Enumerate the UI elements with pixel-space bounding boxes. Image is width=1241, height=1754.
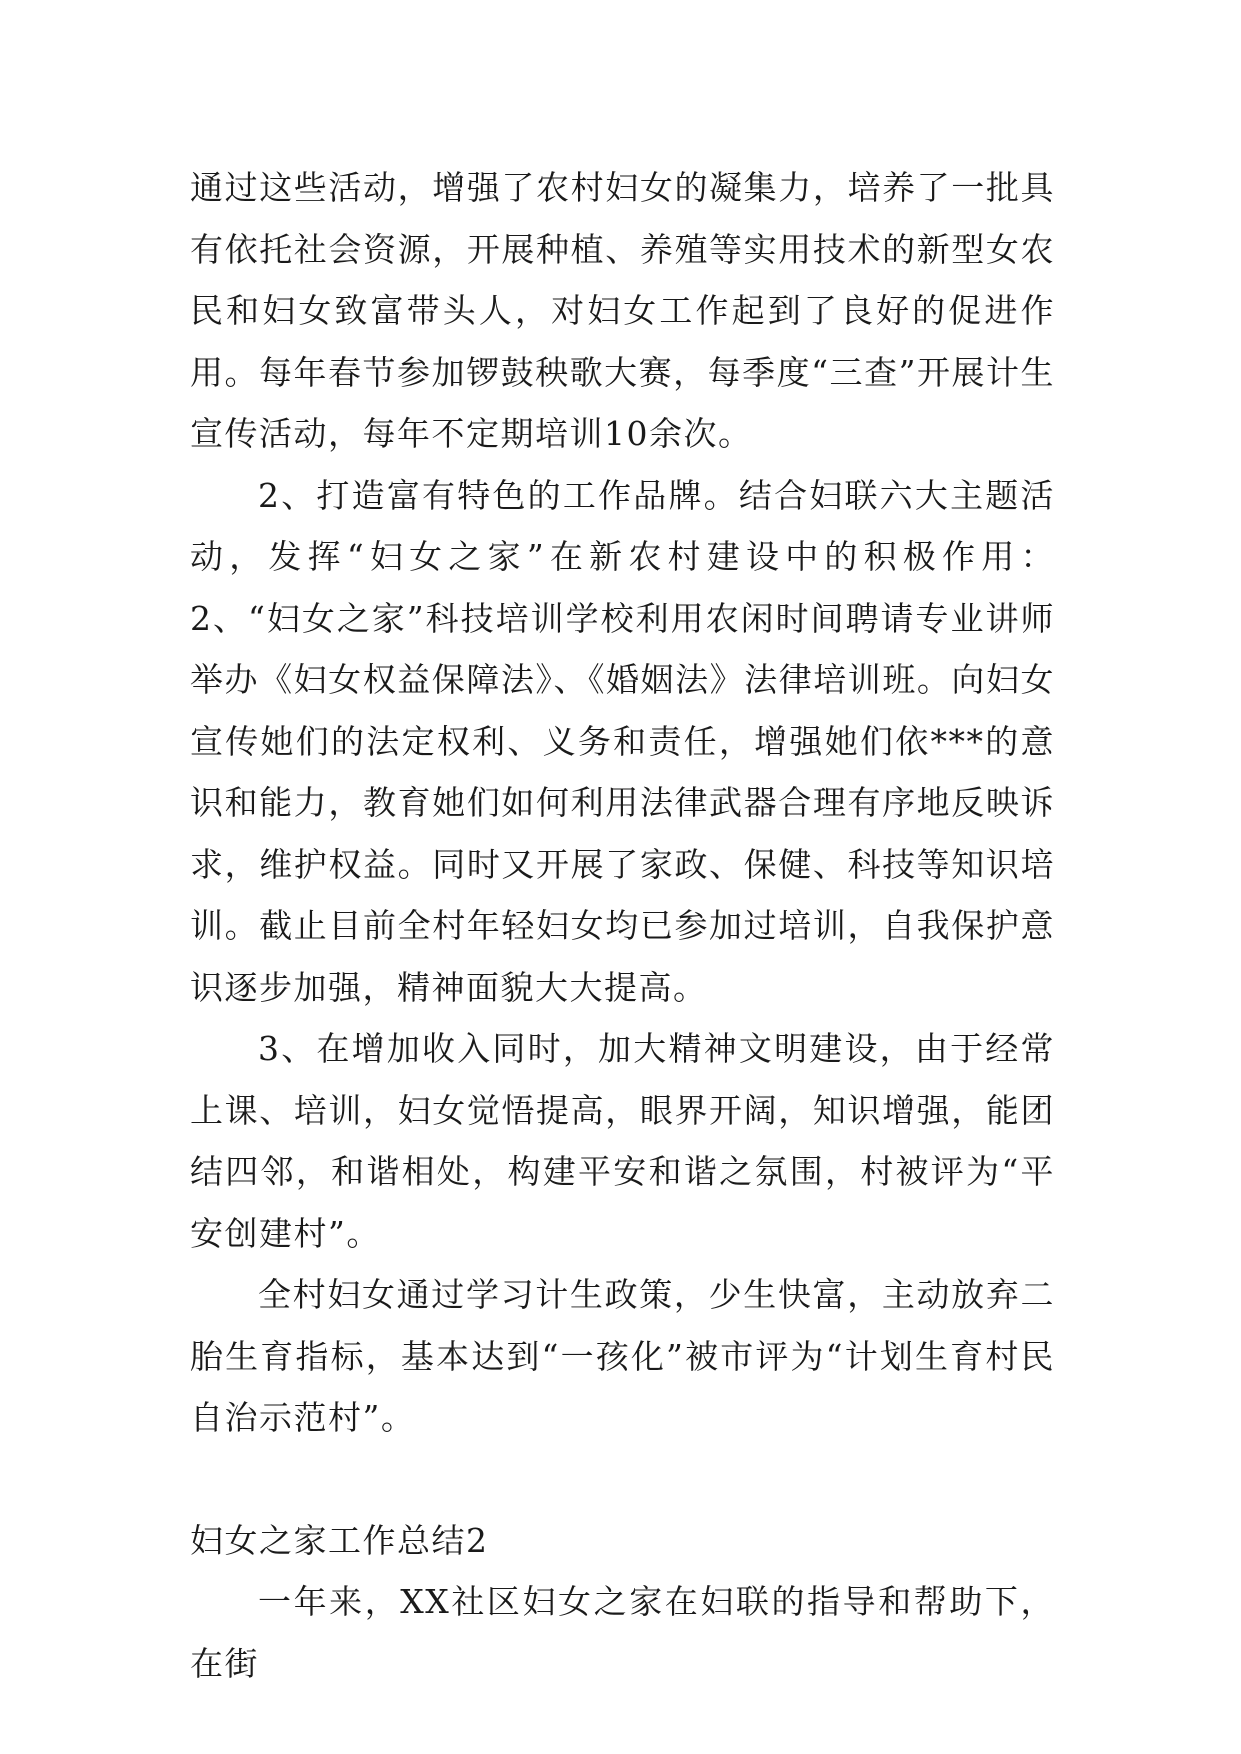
paragraph-activities: 通过这些活动，增强了农村妇女的凝集力，培养了一批具有依托社会资源，开展种植、养殖等实用技术的新型女农民和妇女致富带头人，对妇女工作起到了良好的促进作用。每年春节参加锣鼓秧歌大赛，每季度“三查”开展计生宣传活动，每年不定期培训10余次。 (190, 168, 1055, 453)
document-body (190, 157, 1055, 1694)
paragraph-section-intro: 一年来，XX社区妇女之家在妇联的指导和帮助下，在街 (190, 1582, 1055, 1683)
paragraph-family-planning: 全村妇女通过学习计生政策，少生快富，主动放弃二胎生育指标，基本达到“一孩化”被市评为“计划生育村民自治示范村”。 (190, 1275, 1055, 1437)
paragraph-spiritual-civilization: 3、在增加收入同时，加大精神文明建设，由于经常上课、培训，妇女觉悟提高，眼界开阔，知识增强，能团结四邻，和谐相处，构建平安和谐之氛围，村被评为“平安创建村”。 (190, 1029, 1055, 1253)
paragraph-work-brand: 2、打造富有特色的工作品牌。结合妇联六大主题活动，发挥“妇女之家”在新农村建设中的积极作用： 2、“妇女之家”科技培训学校利用农闲时间聘请专业讲师举办《妇女权益保障法》、《婚姻法》法律培训班。向妇女宣传她们的法定权利、义务和责任，增强她们依***的意识和能力，教育她们如何利用法律武器合理有序地反映诉求，维护权益。同时又开展了家政、保健、科技等知识培训。截止目前全村年轻妇女均已参加过培训，自我保护意识逐步加强，精神面貌大大提高。 (190, 475, 1055, 1007)
section-title: 妇女之家工作总结2 (190, 1520, 489, 1560)
